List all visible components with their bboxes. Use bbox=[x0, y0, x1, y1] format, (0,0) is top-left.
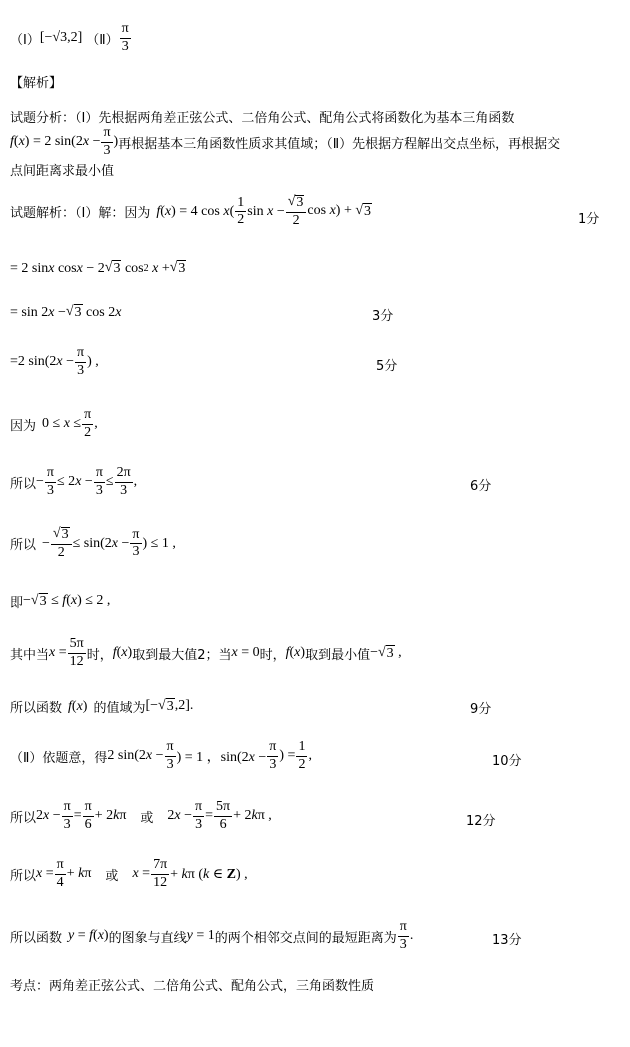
kaodian: 考点：两角差正弦公式、二倍角公式、配角公式，三角函数性质 bbox=[10, 979, 375, 994]
solution-line10: 所以函数 f(x) 的值域为 [−√ 3 ,2]. bbox=[10, 698, 194, 716]
analysis-heading: 【解析】 bbox=[10, 76, 63, 91]
trial-analysis-line2-text: 再根据基本三角函数性质求其值域；（Ⅱ）先根据方程解出交点坐标，再根据交 bbox=[118, 136, 561, 152]
solution-line8: 即 −√ 3 ≤ f(x) ≤ 2 , bbox=[10, 593, 111, 611]
solution-line1: 试题解析：（Ⅰ）解：因为 f(x) = 4 cos x( $\frac{1}{2}$ sin x − √ 3 2 cos x) + √ 3 bbox=[10, 194, 372, 228]
solution-line9: 其中当 x = $\frac{5\pi}{12}$ 时， f(x) 取到最大值2；当 x = 0 时， f(x) 取到最小值 −√ 3 , bbox=[10, 636, 402, 669]
score-1: 1分 bbox=[578, 212, 600, 227]
answer-range: [−√3,2] bbox=[39, 30, 83, 46]
solution-line2: = 2 sin x cos x − 2 √ 3 cos 2 x + √ 3 bbox=[10, 260, 186, 276]
fraction-1-2: $\frac{1}{2}$ bbox=[237, 194, 245, 228]
score-10: 10分 bbox=[492, 754, 522, 769]
score-5: 5分 bbox=[376, 359, 398, 374]
trial-analysis-line2: f(x) = 2 sin(2x − $\frac{\pi}{3}$ ) 再根据基本三角函数性质求其值域；（Ⅱ）先根据方程解出交点坐标，再根据交 bbox=[10, 125, 561, 158]
solution-line3: = sin 2 x − √ 3 cos 2 x bbox=[10, 304, 122, 320]
score-9: 9分 bbox=[470, 702, 492, 717]
solution-line14: 所以函数 y = f(x) 的图象与直线 y = 1 的两个相邻交点间的最短距离为 $\frac{\pi}{3}$ . bbox=[10, 919, 414, 952]
answer-part1: （Ⅰ） bbox=[10, 32, 40, 48]
answer-part2: （Ⅱ） bbox=[86, 32, 119, 48]
solution-intro: 试题解析：（Ⅰ）解：因为 bbox=[10, 206, 151, 222]
fraction-sqrt3-2: √ 3 2 bbox=[286, 195, 307, 228]
solution-line11: （Ⅱ）依题意，得 2 sin(2x − $\frac{\pi}{3}$ ) = 1 ，sin(2x − $\frac{\pi}{3}$ ) = $\frac{1}{2}$ , bbox=[10, 739, 312, 772]
solution-line5: 因为 0 ≤ x ≤ $\frac{\pi}{2}$ , bbox=[10, 407, 98, 440]
score-13: 13分 bbox=[492, 933, 522, 948]
trial-analysis-line3: 点间距离求最小值 bbox=[10, 164, 115, 179]
solution-line7: 所以 − √ 3 2 ≤ sin(2x − $\frac{\pi}{3}$ ) ≤ 1 , bbox=[10, 526, 176, 560]
solution-line6: 所以 − $\frac{\pi}{3}$ ≤ 2x − $\frac{\pi}{3}$ ≤ $\frac{2\pi}{3}$ , bbox=[10, 465, 138, 498]
fraction-pi-3: $\frac{\pi}{3}$ bbox=[103, 125, 111, 158]
answer-fraction: $\frac{\pi}{3}$ bbox=[121, 21, 129, 54]
formula-fx: f(x) = 2 sin(2x − bbox=[10, 134, 101, 150]
trial-analysis-line1: 试题分析：（Ⅰ）先根据两角差正弦公式、二倍角公式、配角公式将函数化为基本三角函数 bbox=[10, 111, 515, 126]
answer-line bbox=[10, 22, 132, 54]
score-3: 3分 bbox=[372, 309, 394, 324]
solution-line4: =2 sin(2x − $\frac{\pi}{3}$ ) , bbox=[10, 345, 99, 378]
score-6: 6分 bbox=[470, 479, 492, 494]
solution-line13: 所以 x = $\frac{\pi}{4}$ + kπ 或 x = $\frac{7\pi}{12}$ + kπ (k ∈ Z) , bbox=[10, 857, 248, 890]
score-12: 12分 bbox=[466, 814, 496, 829]
solution-line12: 所以 2x − $\frac{\pi}{3}$ = $\frac{\pi}{6}$ + 2kπ 或 2x − $\frac{\pi}{3}$ = $\frac{5\pi}{6}$ + 2kπ , bbox=[10, 799, 272, 832]
